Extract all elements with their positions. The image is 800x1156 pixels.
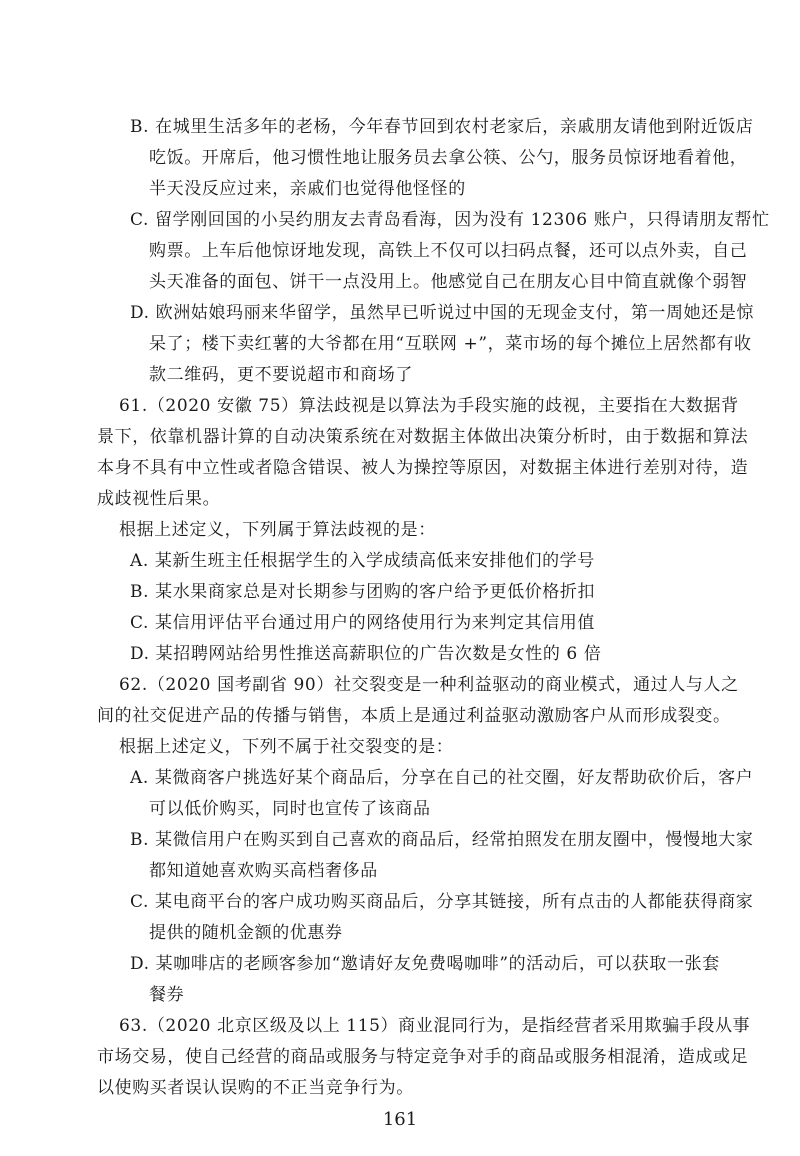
- q61-prompt: 根据上述定义，下列属于算法歧视的是：: [119, 520, 436, 540]
- q62-stem-line-1: 62.（2020 国考副省 90）社交裂变是一种利益驱动的商业模式，通过人与人之: [119, 675, 739, 695]
- q61-option-b: B. 某水果商家总是对长期参与团购的客户给予更低价格折扣: [130, 582, 596, 602]
- q63-stem-line-3: 以使购买者误认误购的不正当竞争行为。: [97, 1078, 414, 1098]
- q63-stem-line-2: 市场交易，使自己经营的商品或服务与特定竞争对手的商品或服务相混淆，造成或足: [97, 1047, 749, 1067]
- q60-option-c-line-3: 头天准备的面包、饼干一点没用上。他感觉自己在朋友心目中简直就像个弱智: [149, 272, 748, 292]
- q60-option-b-line-2: 吃饭。开席后，他习惯性地让服务员去拿公筷、公勺，服务员惊讶地看着他，: [149, 148, 748, 168]
- q63-stem-line-1: 63.（2020 北京区级及以上 115）商业混同行为，是指经营者采用欺骗手段从事: [119, 1016, 751, 1036]
- page-number: 161: [382, 1109, 418, 1130]
- q60-option-b-line-3: 半天没反应过来，亲戚们也觉得他怪怪的: [149, 179, 466, 199]
- q60-option-c-line-1: C. 留学刚回国的小吴约朋友去青岛看海，因为没有 12306 账户，只得请朋友帮忙: [130, 210, 770, 230]
- q60-option-d-line-1: D. 欧洲姑娘玛丽来华留学，虽然早已听说过中国的无现金支付，第一周她还是惊: [130, 303, 755, 323]
- q62-stem-line-2: 间的社交促进产品的传播与销售，本质上是通过利益驱动激励客户从而形成裂变。: [97, 706, 731, 726]
- q61-stem-line-4: 成歧视性后果。: [97, 489, 221, 509]
- q62-option-c-line-1: C. 某电商平台的客户成功购买商品后，分享其链接，所有点击的人都能获得商家: [130, 892, 754, 912]
- q60-option-d-line-3: 款二维码，更不要说超市和商场了: [149, 365, 413, 385]
- q62-option-d-line-2: 餐券: [149, 985, 185, 1005]
- q60-option-b-line-1: B. 在城里生活多年的老杨，今年春节回到农村老家后，亲戚朋友请他到附近饭店: [130, 117, 754, 137]
- q62-option-b-line-1: B. 某微信用户在购买到自己喜欢的商品后，经常拍照发在朋友圈中，慢慢地大家: [130, 830, 754, 850]
- q61-stem-line-1: 61.（2020 安徽 75）算法歧视是以算法为手段实施的歧视，主要指在大数据背: [119, 396, 739, 416]
- q60-option-c-line-2: 购票。上车后他惊讶地发现，高铁上不仅可以扫码点餐，还可以点外卖，自己: [149, 241, 748, 261]
- q61-option-c: C. 某信用评估平台通过用户的网络使用行为来判定其信用值: [130, 613, 596, 633]
- q61-option-a: A. 某新生班主任根据学生的入学成绩高低来安排他们的学号: [130, 551, 595, 571]
- q61-option-d: D. 某招聘网站给男性推送高薪职位的广告次数是女性的 6 倍: [130, 644, 602, 664]
- q62-option-c-line-2: 提供的随机金额的优惠券: [149, 923, 343, 943]
- q60-option-d-line-2: 呆了；楼下卖红薯的大爷都在用“互联网 +”，菜市场的每个摊位上居然都有收: [149, 334, 752, 354]
- q61-stem-line-3: 本身不具有中立性或者隐含错误、被人为操控等原因，对数据主体进行差别对待，造: [97, 458, 749, 478]
- q61-stem-line-2: 景下，依靠机器计算的自动决策系统在对数据主体做出决策分析时，由于数据和算法: [97, 427, 749, 447]
- q62-option-b-line-2: 都知道她喜欢购买高档奢侈品: [149, 861, 378, 881]
- q62-option-a-line-2: 可以低价购买，同时也宣传了该商品: [149, 799, 431, 819]
- q62-prompt: 根据上述定义，下列不属于社交裂变的是：: [119, 737, 454, 757]
- q62-option-a-line-1: A. 某微商客户挑选好某个商品后，分享在自己的社交圈，好友帮助砍价后，客户: [130, 768, 754, 788]
- q62-option-d-line-1: D. 某咖啡店的老顾客参加“邀请好友免费喝咖啡”的活动后，可以获取一张套: [130, 954, 720, 974]
